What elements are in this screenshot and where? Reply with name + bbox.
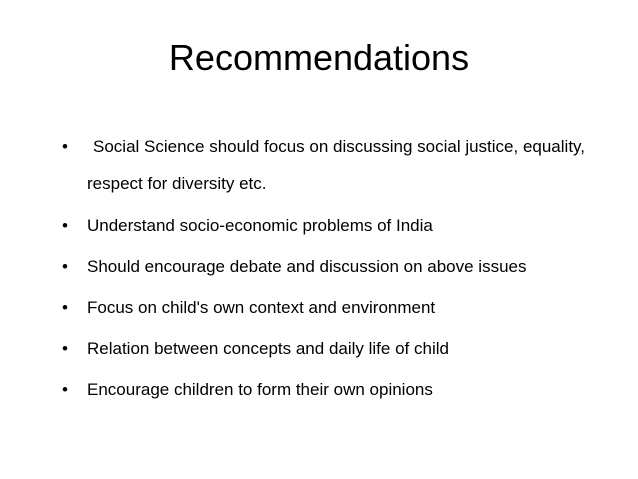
bullet-text: Encourage children to form their own opinions (87, 380, 433, 399)
bullet-icon: • (62, 298, 68, 317)
bullet-icon: • (62, 257, 68, 276)
bullet-item (62, 331, 622, 366)
bullet-text: Relation between concepts and daily life of child (87, 339, 449, 358)
bullet-icon: • (62, 339, 68, 358)
bullet-list (62, 128, 622, 413)
slide-title: Recommendations (168, 37, 470, 78)
bullet-text: Understand socio-economic problems of India (87, 216, 433, 235)
bullet-item (62, 249, 622, 284)
bullet-text: Should encourage debate and discussion on above issues (87, 257, 527, 276)
bullet-text: Social Science should focus on discussing social justice, equality, respect for diversity etc. (87, 137, 586, 193)
bullet-item (62, 372, 622, 407)
bullet-item (62, 128, 622, 202)
bullet-text: Focus on child's own context and environment (87, 298, 436, 317)
bullet-item (62, 208, 622, 243)
bullet-icon: • (62, 137, 68, 156)
bullet-icon: • (62, 380, 68, 399)
bullet-item (62, 290, 622, 325)
bullet-icon: • (62, 216, 68, 235)
